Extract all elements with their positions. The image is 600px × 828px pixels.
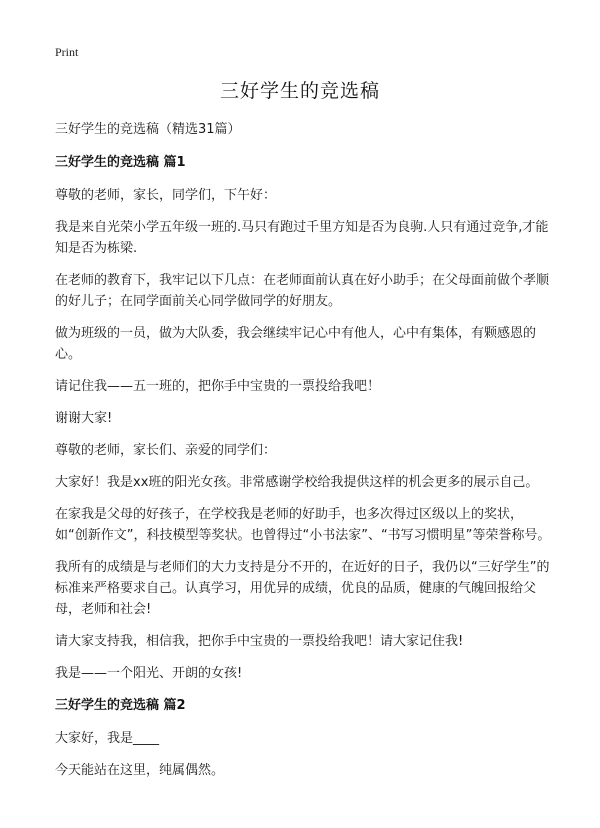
paragraph: 我是来自光荣小学五年级一班的.马只有跑过千里方知是否为良驹.人只有通过竞争,才能知是否为栋梁. (55, 220, 549, 256)
document-subtitle: 三好学生的竞选稿（精选31篇） (55, 122, 241, 137)
paragraph: 请记住我——五一班的，把你手中宝贵的一票投给我吧！ (55, 379, 381, 394)
paragraph: 请大家支持我，相信我，把你手中宝贵的一票投给我吧！请大家记住我! (55, 634, 464, 649)
paragraph: 尊敬的老师，家长们、亲爱的同学们： (55, 443, 277, 458)
paragraph: 我所有的成绩是与老师们的大力支持是分不开的，在近好的日子，我仍以“三好学生”的标准来严格要求自己。认真学习，用优异的成绩，优良的品质，健康的气魄回报给父母，老师和社会! (55, 560, 550, 617)
document-body (55, 119, 555, 792)
print-label: Print (55, 45, 79, 59)
paragraph: 大家好！我是xx班的阳光女孩。非常感谢学校给我提供这样的机会更多的展示自己。 (55, 475, 539, 490)
paragraph: 谢谢大家! (55, 411, 113, 426)
section-heading-1: 三好学生的竞选稿 篇1 (55, 155, 186, 170)
paragraph: 今天能站在这里，纯属偶然。 (55, 763, 225, 778)
paragraph: 尊敬的老师，家长，同学们，下午好： (55, 188, 277, 203)
section-heading-2: 三好学生的竞选稿 篇2 (55, 698, 186, 713)
paragraph: 做为班级的一员，做为大队委，我会继续牢记心中有他人，心中有集体，有颗感恩的心。 (55, 326, 537, 362)
paragraph: 在老师的教育下，我牢记以下几点：在老师面前认真在好小助手；在父母面前做个孝顺的好儿子；在同学面前关心同学做同学的好朋友。 (55, 273, 550, 309)
paragraph: 在家我是父母的好孩子，在学校我是老师的好助手，也多次得过区级以上的奖状，如“创新作文”，科技模型等奖状。也曾得过“小书法家”、“书写习惯明星”等荣誉称号。 (55, 507, 551, 543)
paragraph: 大家好，我是____ (55, 731, 160, 746)
page-title: 三好学生的竞选稿 (219, 80, 380, 102)
paragraph: 我是——一个阳光、开朗的女孩! (55, 666, 243, 681)
